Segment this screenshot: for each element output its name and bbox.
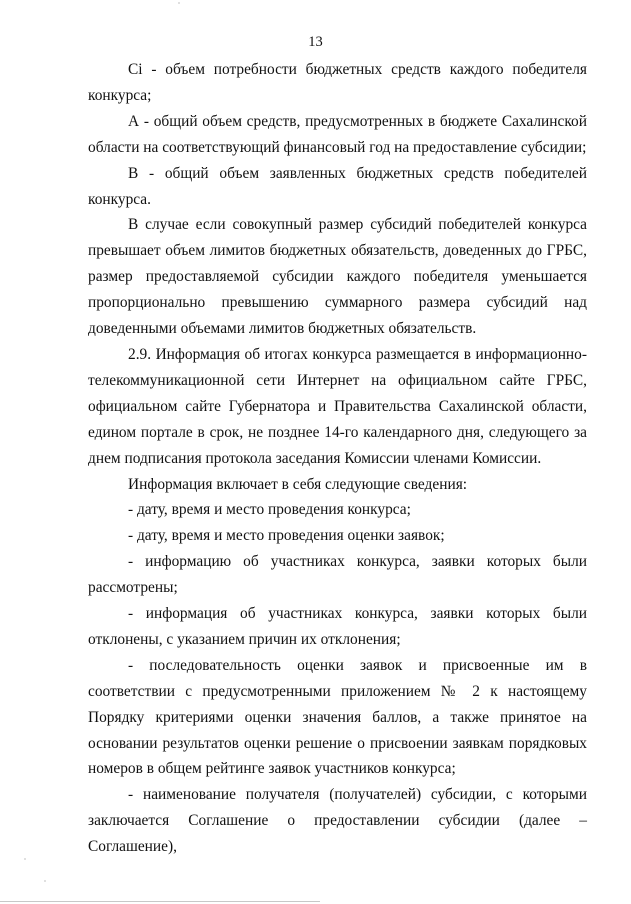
paragraph-ci-definition: Ci - объем потребности бюджетных средств каждого победителя конкурса; [88,61,587,104]
paragraph-2-9: 2.9. Информация об итогах конкурса размещается в информационно-телекоммуникационной сети Интернет на официальном сайте ГРБС, официальном сайте Губернатора и Правительства Сахалинской области, едином портале в срок, не позднее 14-го календарного дня, следующего за днем подписания протокола заседания Комиссии членами Комиссии. [88,345,587,467]
paragraph-b-definition: В - общий объем заявленных бюджетных средств победителей конкурса. [88,164,587,208]
list-item-reviewed-participants: - информацию об участниках конкурса, заявки которых были рассмотрены; [88,553,587,597]
list-item-contest-date: - дату, время и место проведения конкурса; [128,501,411,519]
paragraph-limit-reduction: В случае если совокупный размер субсидий победителей конкурса превышает объем лимитов бюджетных обязательств, доведенных до ГРБС, размер предоставляемой субсидии каждого победителя уменьшается пропорционально превышению суммарного размера субсидий над доведенными объемами лимитов бюджетных обязательств. [88,216,587,338]
scan-speck [44,880,46,882]
scan-speck [178,2,180,4]
paragraph-a-definition: А - общий объем средств, предусмотренных в бюджете Сахалинской области на соответствующий финансовый год на предоставление субсидии; [88,112,587,156]
list-item-recipients: - наименование получателя (получателей) субсидии, с которыми заключается Соглашение о предоставлении субсидии (далее – Соглашение), [88,786,587,856]
list-item-rejected-participants: - информация об участниках конкурса, заявки которых были отклонены, с указанием причин их отклонения; [88,605,587,648]
document-body [88,57,587,860]
list-item-evaluation-date: - дату, время и место проведения оценки заявок; [128,527,445,545]
scan-speck [24,858,26,860]
page-number: 13 [308,34,323,50]
paragraph-info-intro: Информация включает в себя следующие сведения: [128,475,468,493]
scan-edge-line [0,901,320,902]
list-item-evaluation-order: - последовательность оценки заявок и присвоенные им в соответствии с предусмотренными приложением № 2 к настоящему Порядку критериями оценки значения баллов, а также принятое на основании результатов оценки решение о присвоении заявкам порядковых номеров в общем рейтинге заявок участников конкурса; [88,656,587,778]
